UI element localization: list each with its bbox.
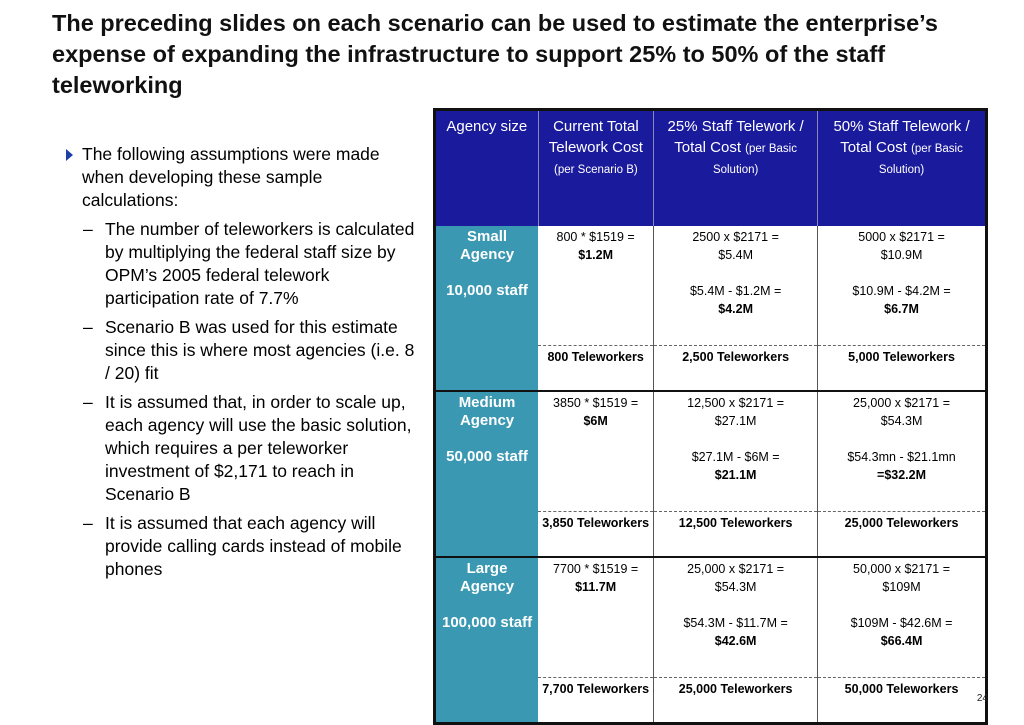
header-25pct: 25% Staff Telework / Total Cost (per Basic Solution) xyxy=(654,110,818,227)
teleworkers-50: 50,000 Teleworkers xyxy=(844,682,959,696)
bullet-main xyxy=(66,143,416,212)
current-cost-cell: 800 * $1519 = $1.2M xyxy=(538,226,654,346)
dash-icon: – xyxy=(83,219,93,239)
sub-bullet-text: Scenario B was used for this estimate since this is where most agencies (i.e. 8 / 20) fit xyxy=(105,317,415,383)
teleworkers-current: 7,700 Teleworkers xyxy=(538,678,654,724)
table-row xyxy=(435,226,987,346)
sub-bullet-text: It is assumed that, in order to scale up, each agency will use the basic solution, which requires a per teleworker investment of $2,171 to reach in Scenario B xyxy=(105,392,412,504)
cost-table xyxy=(433,108,988,725)
triangle-bullet-icon xyxy=(66,149,73,161)
sub-bullet xyxy=(66,218,416,310)
teleworkers-50: 5,000 Teleworkers xyxy=(818,346,987,392)
cost-25-cell: 25,000 x $2171 = $54.3M $54.3M - $11.7M = $42.6M xyxy=(654,557,818,678)
teleworkers-current: 800 Teleworkers xyxy=(538,346,654,392)
header-50pct: 50% Staff Telework / Total Cost (per Basic Solution) xyxy=(818,110,987,227)
teleworkers-25: 2,500 Teleworkers xyxy=(654,346,818,392)
sub-bullet xyxy=(66,391,416,506)
teleworkers-25: 12,500 Teleworkers xyxy=(654,512,818,558)
sub-bullet-text: It is assumed that each agency will provide calling cards instead of mobile phones xyxy=(105,513,402,579)
teleworkers-25: 25,000 Teleworkers xyxy=(654,678,818,724)
agency-size-cell: Medium Agency 50,000 staff xyxy=(435,391,539,557)
header-agency-size: Agency size xyxy=(435,110,539,227)
current-cost-cell: 3850 * $1519 = $6M xyxy=(538,391,654,512)
slide-title: The preceding slides on each scenario can be used to estimate the enterprise’s expense of expanding the infrastructure to support 25% to 50% of the staff teleworking xyxy=(52,10,938,98)
agency-size-cell: Small Agency 10,000 staff xyxy=(435,226,539,391)
dash-icon: – xyxy=(83,317,93,337)
sub-bullet xyxy=(66,512,416,581)
sub-bullet xyxy=(66,316,416,385)
header-current-cost: Current Total Telework Cost (per Scenario B) xyxy=(538,110,654,227)
agency-size-cell: Large Agency 100,000 staff xyxy=(435,557,539,724)
page-number: 24 xyxy=(976,693,988,704)
teleworkers-current: 3,850 Teleworkers xyxy=(538,512,654,558)
table-row xyxy=(435,391,987,512)
cost-50-cell: 5000 x $2171 = $10.9M $10.9M - $4.2M = $6.7M xyxy=(818,226,987,346)
teleworkers-50: 25,000 Teleworkers xyxy=(818,512,987,558)
assumptions-list xyxy=(66,143,416,587)
dash-icon: – xyxy=(83,392,93,412)
cost-25-cell: 12,500 x $2171 = $27.1M $27.1M - $6M = $21.1M xyxy=(654,391,818,512)
dash-icon: – xyxy=(83,513,93,533)
cost-50-cell: 25,000 x $2171 = $54.3M $54.3mn - $21.1mn =$32.2M xyxy=(818,391,987,512)
bullet-main-text: The following assumptions were made when developing these sample calculations: xyxy=(82,144,380,210)
cost-50-cell: 50,000 x $2171 = $109M $109M - $42.6M = $66.4M xyxy=(818,557,987,678)
cost-25-cell: 2500 x $2171 = $5.4M $5.4M - $1.2M = $4.2M xyxy=(654,226,818,346)
header-row xyxy=(435,110,987,227)
table-row xyxy=(435,557,987,678)
sub-bullet-text: The number of teleworkers is calculated by multiplying the federal staff size by OPM’s 2005 federal telework participation rate of 7.7% xyxy=(105,219,415,308)
current-cost-cell: 7700 * $1519 = $11.7M xyxy=(538,557,654,678)
